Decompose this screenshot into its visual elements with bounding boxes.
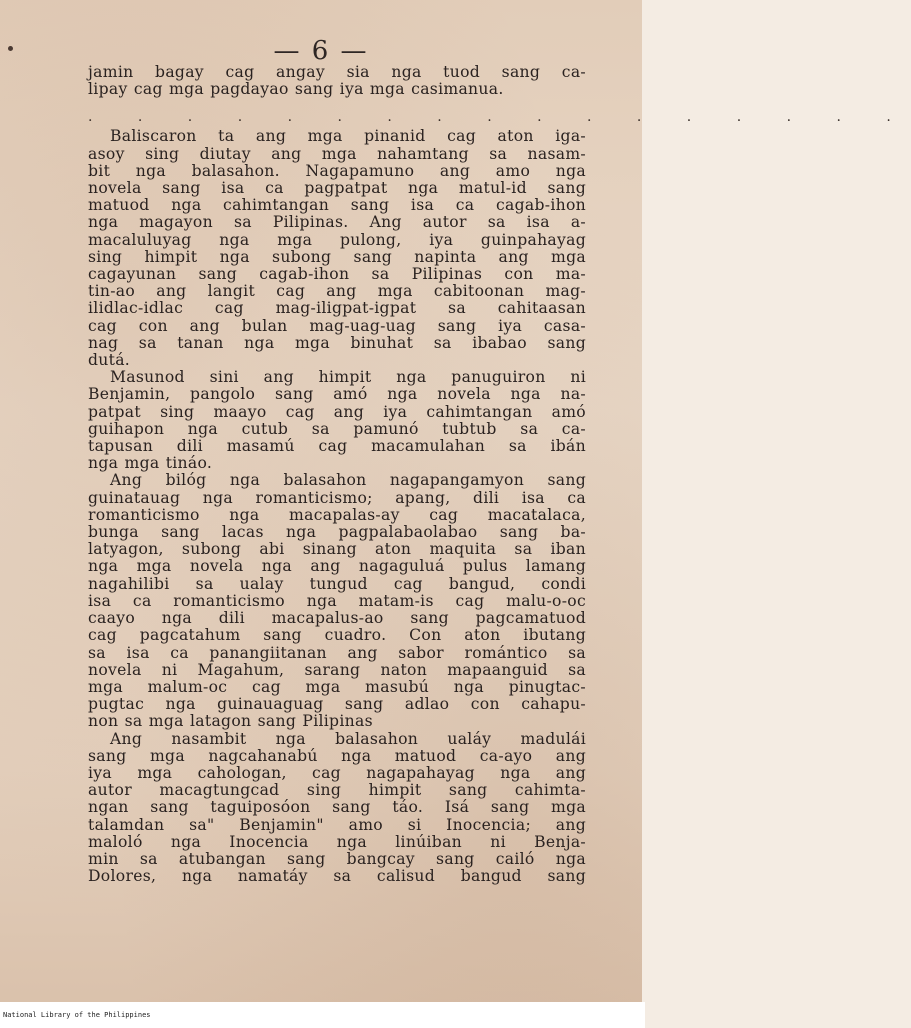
- text-line: sang mga nagcahanabú nga matuod ca-ayo ang: [88, 746, 586, 765]
- text-line: tin-ao ang langit cag ang mga cabitoonan mag-: [88, 282, 586, 301]
- text-line: cagayunan sang cagab-ihon sa Pilipinas con ma-: [88, 265, 586, 284]
- text-line: iya mga cahologan, cag nagapahayag nga ang: [88, 763, 586, 782]
- body-text: [88, 63, 911, 886]
- text-line: nga magayon sa Pilipinas. Ang autor sa isa a-: [88, 213, 586, 232]
- text-line: min sa atubangan sang bangcay sang cailó nga: [88, 849, 586, 868]
- text-line: cag con ang bulan mag-uag-uag sang iya casa-: [88, 316, 586, 335]
- text-line: ngan sang taguiposóon sang táo. Isá sang mga: [88, 798, 586, 817]
- text-line: Ang nasambit nga balasahon ualáy madulái: [110, 729, 586, 748]
- text-line: Masunod sini ang himpit nga panuguiron ni: [110, 368, 586, 387]
- text-line: non sa mga latagon sang Pilipinas: [88, 712, 373, 731]
- text-line: Dolores, nga namatáy sa calisud bangud sang: [88, 867, 586, 886]
- text-line: novela ni Magahum, sarang naton mapaanguid sa: [88, 660, 586, 679]
- section-divider-dots: . . . . . . . . . . . . . . . . .: [88, 109, 911, 126]
- text-line: isa ca romanticismo nga matam-is cag malu-o-oc: [88, 591, 586, 610]
- text-line: ilidlac-idlac cag mag-iligpat-igpat sa cahitaasan: [88, 299, 586, 318]
- text-line: Benjamin, pangolo sang amó nga novela nga na-: [88, 385, 586, 404]
- text-line: talamdan sa" Benjamin" amo si Inocencia; ang: [88, 815, 586, 834]
- text-line: lipay cag mga pagdayao sang iya mga casimanua.: [88, 80, 504, 99]
- paragraph-4: [88, 472, 586, 730]
- page-number: — 6 —: [273, 36, 369, 66]
- text-line: sing himpit nga subong sang napinta ang mga: [88, 247, 586, 266]
- text-line: asoy sing diutay ang mga nahamtang sa nasam-: [88, 144, 586, 163]
- text-line: guihapon nga cutub sa pamunó tubtub sa ca-: [88, 419, 586, 438]
- text-line: romanticismo nga macapalas-ay cag macatalaca,: [88, 505, 586, 524]
- text-line: bunga sang lacas nga pagpalabaolabao sang ba-: [88, 523, 586, 542]
- text-line: maloló nga Inocencia nga linúiban ni Benja-: [88, 832, 586, 851]
- text-line: autor macagtungcad sing himpit sang cahimta-: [88, 781, 586, 800]
- paragraph-1: [88, 64, 586, 98]
- text-line: guinatauag nga romanticismo; apang, dili isa ca: [88, 488, 586, 507]
- text-line: dutá.: [88, 351, 131, 370]
- text-line: caayo nga dili macapalus-ao sang pagcamatuod: [88, 609, 586, 628]
- text-line: nagahilibi sa ualay tungud cag bangud, condi: [88, 574, 586, 593]
- text-line: bit nga balasahon. Nagapamuno ang amo nga: [88, 161, 586, 180]
- library-credit: National Library of the Philippines: [0, 1002, 645, 1028]
- text-line: tapusan dili masamú cag macamulahan sa ibán: [88, 437, 586, 456]
- text-line: patpat sing maayo cag ang iya cahimtangan amó: [88, 402, 586, 421]
- text-line: macaluluyag nga mga pulong, iya guinpahayag: [88, 230, 586, 249]
- text-line: sa isa ca panangiitanan ang sabor romántico sa: [88, 643, 586, 662]
- text-line: pugtac nga guinauaguag sang adlao con cahapu-: [88, 695, 586, 714]
- text-line: Ang bilóg nga balasahon nagapangamyon sang: [110, 471, 586, 490]
- text-line: matuod nga cahimtangan sang isa ca cagab-ihon: [88, 196, 586, 215]
- text-line: cag pagcatahum sang cuadro. Con aton ibutang: [88, 626, 586, 645]
- text-line: nga mga novela nga ang nagaguluá pulus lamang: [88, 557, 586, 576]
- text-line: latyagon, subong abi sinang aton maquita sa iban: [88, 540, 586, 559]
- text-line: nag sa tanan nga mga binuhat sa ibabao sang: [88, 333, 586, 352]
- text-line: jamin bagay cag angay sia nga tuod sang ca-: [88, 63, 586, 81]
- text-line: mga malum-oc cag mga masubú nga pinugtac-: [88, 677, 586, 696]
- paragraph-5: [88, 731, 586, 886]
- text-line: nga mga tináo.: [88, 454, 213, 473]
- text-line: Baliscaron ta ang mga pinanid cag aton iga-: [110, 127, 586, 146]
- paragraph-3: [88, 369, 586, 472]
- paragraph-2: [88, 128, 586, 369]
- text-line: novela sang isa ca pagpatpat nga matul-id sang: [88, 179, 586, 198]
